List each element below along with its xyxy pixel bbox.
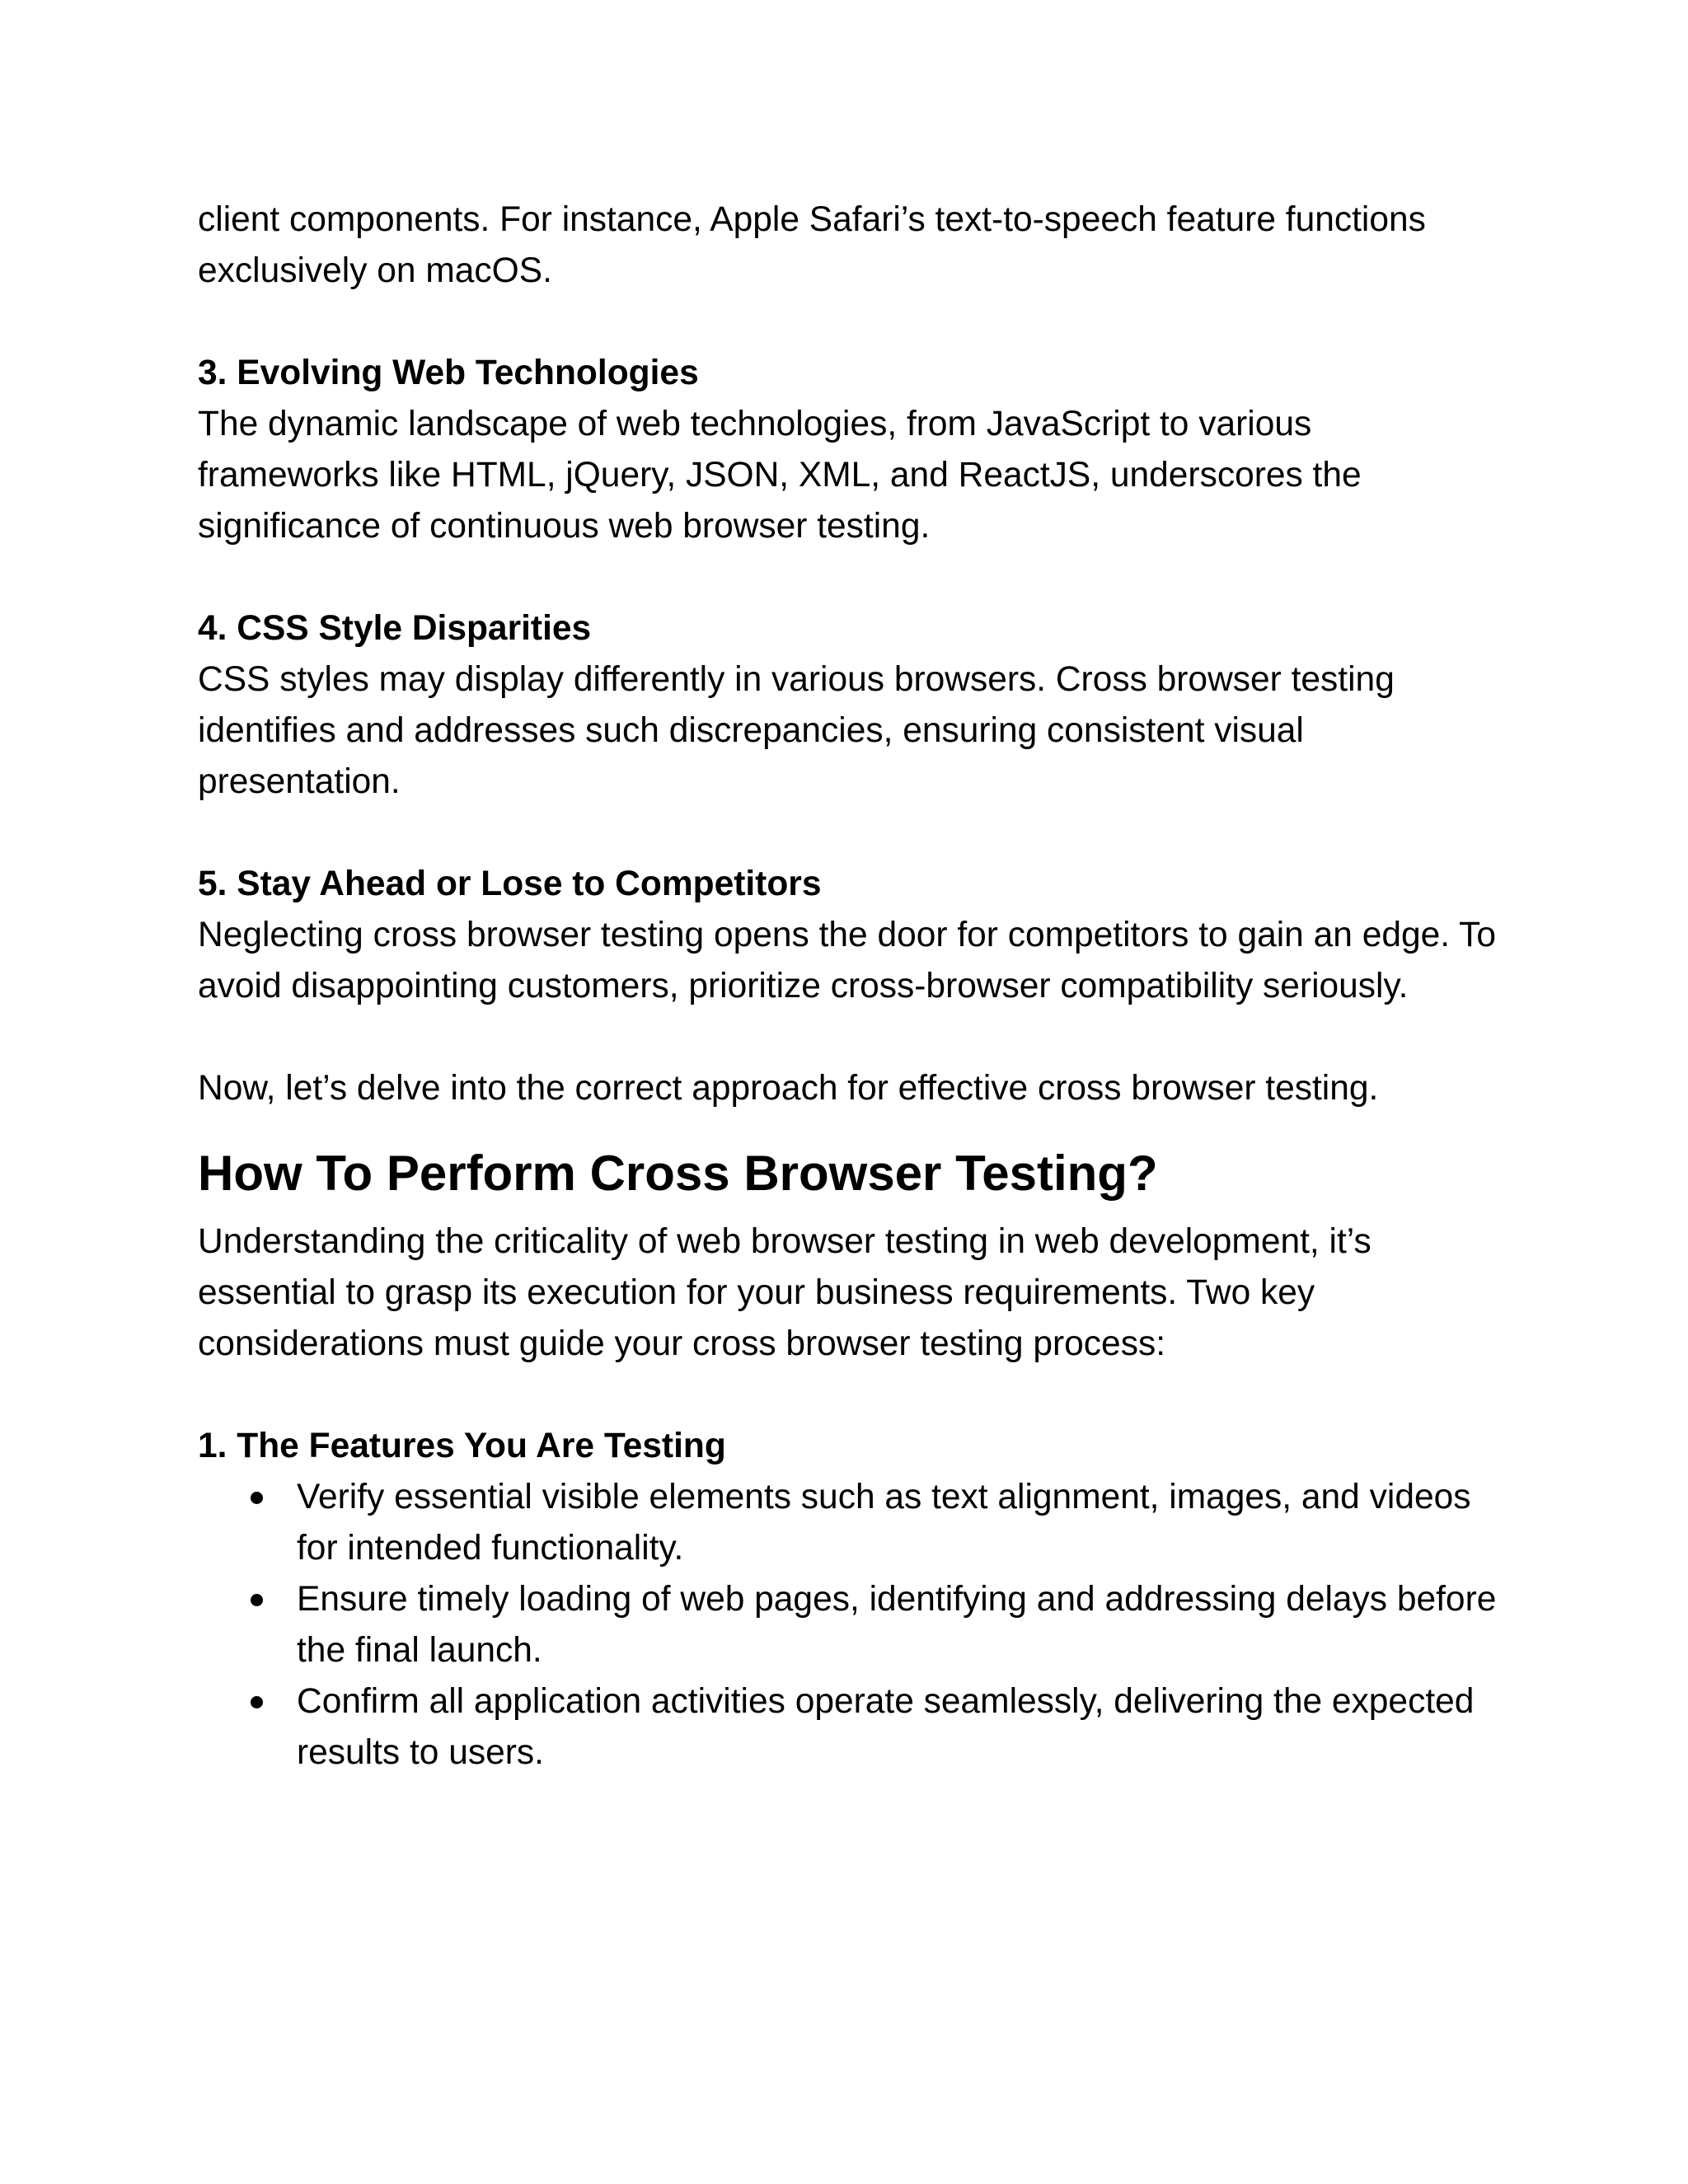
list-item-text: Verify essential visible elements such as text alignment, images, and videos for intended functionality. (297, 1478, 1471, 1568)
list-item-text: Ensure timely loading of web pages, identifying and addressing delays before the final launch. (297, 1580, 1497, 1670)
bullet-icon (251, 1696, 263, 1708)
section-body: Neglecting cross browser testing opens the door for competitors to gain an edge. To avoid disappointing customers, prioritize cross-browser compatibility seriously. (198, 916, 1496, 1005)
how-to-intro: Understanding the criticality of web browser testing in web development, it’s essential to grasp its execution for your business requirements. Two key considerations must guide your cross browser testing process: (198, 1222, 1372, 1363)
transition-paragraph: Now, let’s delve into the correct approach for effective cross browser testing. (198, 1069, 1379, 1108)
bullet-icon (251, 1492, 263, 1504)
features-bullet-list (198, 1472, 1500, 1779)
list-item-text: Confirm all application activities operate seamlessly, delivering the expected results to users. (297, 1682, 1475, 1772)
section-heading: 5. Stay Ahead or Lose to Competitors (198, 865, 822, 903)
section-stay-ahead (198, 859, 1500, 1012)
section-heading: 4. CSS Style Disparities (198, 609, 592, 648)
bullet-icon (251, 1594, 263, 1606)
spacer (198, 552, 1500, 603)
list-item (198, 1574, 1500, 1676)
spacer (198, 1205, 1500, 1216)
section-body: The dynamic landscape of web technologies, from JavaScript to various frameworks like HTML, jQuery, JSON, XML, and ReactJS, underscores the significance of continuous web browser testing. (198, 405, 1362, 546)
section-css-style-disparities (198, 603, 1500, 808)
document-page (198, 194, 1500, 1779)
spacer (198, 297, 1500, 348)
list-item (198, 1472, 1500, 1574)
spacer (198, 1012, 1500, 1063)
how-to-title: How To Perform Cross Browser Testing? (198, 1146, 1158, 1201)
spacer (198, 808, 1500, 859)
section-evolving-web-technologies (198, 348, 1500, 552)
spacer (198, 1370, 1500, 1421)
section-body: CSS styles may display differently in various browsers. Cross browser testing identifies and addresses such discrepancies, ensuring consistent visual presentation. (198, 660, 1395, 801)
list-item (198, 1676, 1500, 1779)
section-heading: 3. Evolving Web Technologies (198, 354, 699, 392)
spacer (198, 1114, 1500, 1142)
features-subheading: 1. The Features You Are Testing (198, 1427, 726, 1465)
intro-paragraph: client components. For instance, Apple Safari’s text-to-speech feature functions exclusively on macOS. (198, 200, 1426, 290)
